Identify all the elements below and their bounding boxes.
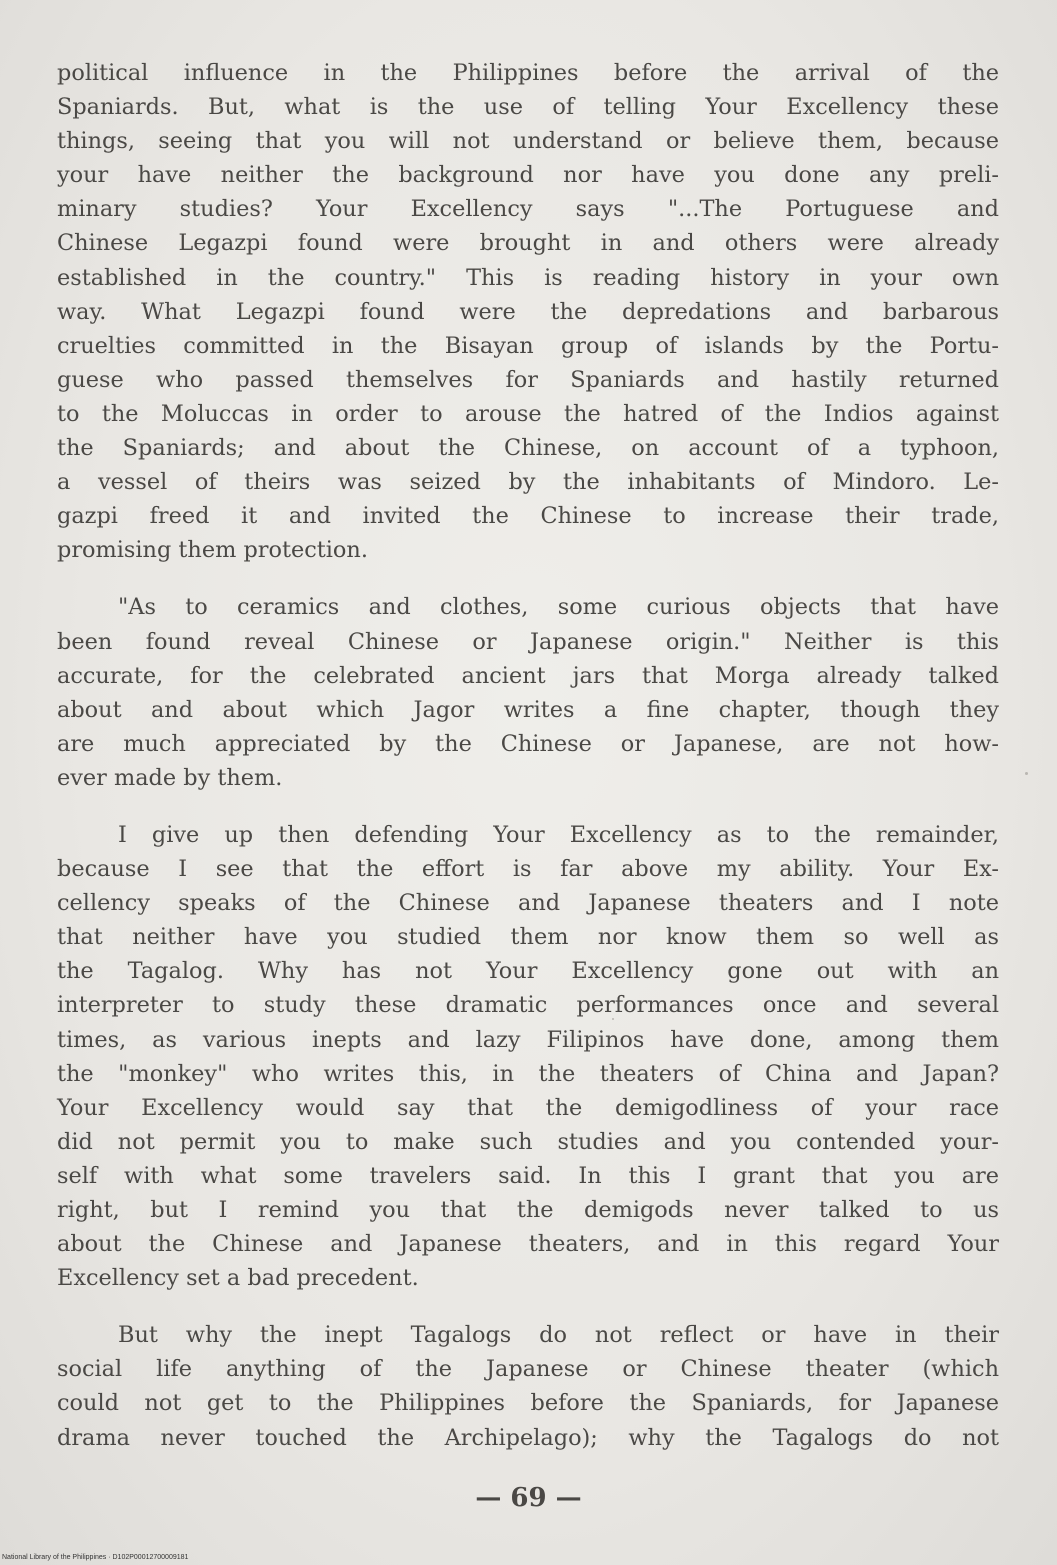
text-line: right, but I remind you that the demigods never talked to us <box>57 1197 999 1223</box>
page-number: — 69 — <box>475 1483 582 1513</box>
text-line: a vessel of theirs was seized by the inhabitants of Mindoro. Le- <box>57 469 999 496</box>
text-line: about the Chinese and Japanese theaters, and in this regard Your <box>57 1231 999 1258</box>
text-line: cellency speaks of the Chinese and Japanese theaters and I note <box>57 890 999 917</box>
paragraph-2 <box>57 590 999 795</box>
text-line: been found reveal Chinese or Japanese origin." Neither is this <box>57 628 999 655</box>
text-line: minary studies? Your Excellency says "...The Portuguese and <box>57 196 999 223</box>
text-line: guese who passed themselves for Spaniards and hastily returned <box>57 366 999 393</box>
paper-speck <box>612 1018 614 1020</box>
text-line: ever made by them. <box>57 764 283 791</box>
text-line: Excellency set a bad precedent. <box>57 1265 419 1292</box>
text-line: did not permit you to make such studies and you contended your- <box>57 1128 999 1155</box>
text-line: times, as various inepts and lazy Filipinos have done, among them <box>57 1026 999 1053</box>
text-line: drama never touched the Archipelago); why the Tagalogs do not <box>57 1424 999 1451</box>
text-line: social life anything of the Japanese or Chinese theater (which <box>57 1356 999 1383</box>
text-line: about and about which Jagor writes a fine chapter, though they <box>57 696 999 723</box>
text-line: But why the inept Tagalogs do not reflect or have in their <box>118 1322 999 1349</box>
text-line: because I see that the effort is far above my ability. Your Ex- <box>57 856 999 883</box>
text-line: I give up then defending Your Excellency as to the remainder, <box>118 821 999 848</box>
text-line: political influence in the Philippines before the arrival of the <box>57 60 999 86</box>
text-line: self with what some travelers said. In this I grant that you are <box>57 1162 999 1189</box>
text-line: Spaniards. But, what is the use of telling Your Excellency these <box>57 94 999 121</box>
text-line: the Tagalog. Why has not Your Excellency gone out with an <box>57 958 999 985</box>
text-line: to the Moluccas in order to arouse the hatred of the Indios against <box>57 400 999 427</box>
paper-speck <box>1025 772 1028 775</box>
text-line: the "monkey" who writes this, in the theaters of China and Japan? <box>57 1060 999 1087</box>
text-line: promising them protection. <box>57 537 368 564</box>
body-text <box>57 56 999 1455</box>
paragraph-3 <box>57 818 999 1295</box>
text-line: way. What Legazpi found were the depredations and barbarous <box>57 298 999 325</box>
text-line: things, seeing that you will not understand or believe them, because <box>57 128 999 155</box>
footer-credit: National Library of the Philippines · D102P00012700009181 <box>2 1554 189 1561</box>
text-line: cruelties committed in the Bisayan group of islands by the Portu- <box>57 332 999 359</box>
paragraph-1 <box>57 56 999 567</box>
text-line: Chinese Legazpi found were brought in and others were already <box>57 230 999 257</box>
text-line: established in the country." This is reading history in your own <box>57 264 999 291</box>
text-line: could not get to the Philippines before the Spaniards, for Japanese <box>57 1390 999 1417</box>
text-line: the Spaniards; and about the Chinese, on account of a typhoon, <box>57 435 999 462</box>
text-line: "As to ceramics and clothes, some curious objects that have <box>118 594 999 621</box>
text-line: your have neither the background nor have you done any preli- <box>57 162 999 189</box>
text-line: Your Excellency would say that the demigodliness of your race <box>57 1094 999 1121</box>
text-line: accurate, for the celebrated ancient jars that Morga already talked <box>57 662 999 689</box>
text-line: are much appreciated by the Chinese or Japanese, are not how- <box>57 730 999 757</box>
text-line: interpreter to study these dramatic performances once and several <box>57 992 999 1019</box>
text-line: gazpi freed it and invited the Chinese to increase their trade, <box>57 503 999 530</box>
text-line: that neither have you studied them nor know them so well as <box>57 924 999 951</box>
paragraph-4 <box>57 1318 999 1454</box>
